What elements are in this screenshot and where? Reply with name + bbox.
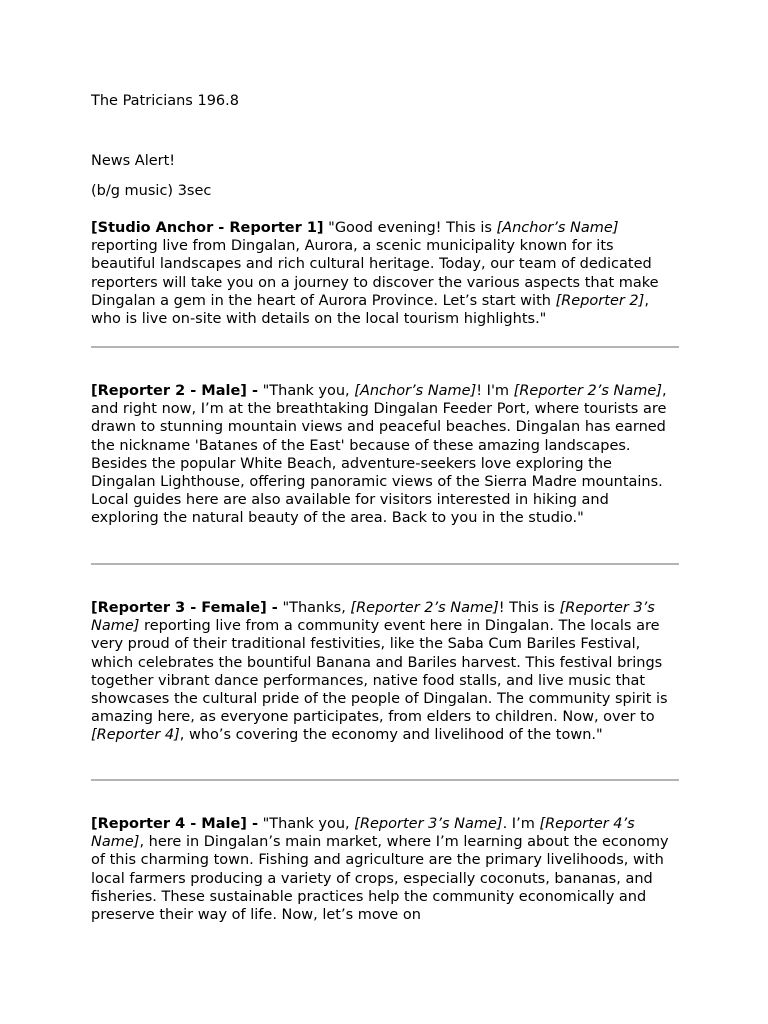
segment-text: . I’m (502, 816, 540, 832)
segment-text: ! This is (498, 600, 560, 616)
name-placeholder: [Reporter 2] (555, 292, 645, 309)
name-placeholder: [Anchor’s Name] (496, 220, 619, 236)
speaker-label: [Studio Anchor - Reporter 1] (91, 220, 324, 236)
music-cue: (b/g music) 3sec (91, 183, 212, 199)
segment-divider (91, 563, 679, 565)
speaker-label: [Reporter 3 - Female] - (91, 600, 278, 616)
name-placeholder: [Reporter 2’s Name] (513, 383, 662, 399)
segment-text: , who’s covering the economy and livelihood of the town." (179, 727, 603, 744)
segment-text: , who is live on-site with details on the local tourism highlights." (91, 292, 649, 328)
name-placeholder: [Reporter 3’s Name] (354, 816, 503, 832)
segment-text: "Thanks, (277, 600, 351, 616)
segment-divider (91, 779, 679, 781)
station-name: The Patricians 196.8 (91, 93, 239, 109)
name-placeholder: [Reporter 4’s Name] (91, 816, 635, 851)
segment-text: reporting live from a community event here in Dingalan. The locals are very proud of their traditional festivities, like the Saba Cum Bariles Festival, which celebrates the bountiful Banana and Bariles harvest. This festival brings together vibrant dance performances, native food stalls, and live music that showcases the cultural pride of the people of Dingalan. The community spirit is amazing here, as everyone participates, from elders to children. Now, over to (91, 618, 668, 726)
segment-text: "Thank you, (258, 816, 355, 832)
segment-text: ! I'm (476, 383, 514, 399)
speaker-label: [Reporter 4 - Male] - (91, 816, 258, 832)
script-segment-reporter-4 (91, 815, 681, 924)
segment-text: , here in Dingalan’s main market, where I’m learning about the economy of this charming town. Fishing and agriculture are the primary livelihoods, with local farmers producing a variety of crops, especially coconuts, bananas, and fisheries. These sustainable practices help the community economically and preserve their way of life. Now, let’s move on (91, 834, 669, 924)
name-placeholder: [Reporter 2’s Name] (350, 600, 499, 616)
segment-text: , and right now, I’m at the breathtaking Dingalan Feeder Port, where tourists are drawn to stunning mountain views and peaceful beaches. Dingalan has earned the nickname 'Batanes of the East' because of these amazing landscapes. Besides the popular White Beach, adventure-seekers love exploring the Dingalan Lighthouse, offering panoramic views of the Sierra Madre mountains. Local guides here are also available for visitors interested in hiking and exploring the natural beauty of the area. Back to you in the studio." (91, 383, 667, 527)
script-segment-reporter-3 (91, 599, 681, 745)
script-segment-reporter-2 (91, 382, 681, 528)
name-placeholder: [Reporter 4] (91, 727, 180, 744)
name-placeholder: [Reporter 3’s Name] (91, 600, 655, 635)
segment-divider (91, 346, 679, 348)
script-segment-anchor (91, 219, 681, 328)
segment-text: reporting live from Dingalan, Aurora, a scenic municipality known for its beautiful landscapes and rich cultural heritage. Today, our team of dedicated reporters will take you on a journey to discover the various aspects that make Dingalan a gem in the heart of Aurora Province. Let’s start with (91, 238, 659, 309)
speaker-label: [Reporter 2 - Male] - (91, 383, 258, 399)
segment-text: "Good evening! This is (323, 220, 497, 236)
segment-text: "Thank you, (258, 383, 355, 399)
news-alert-heading: News Alert! (91, 153, 176, 169)
name-placeholder: [Anchor’s Name] (354, 383, 477, 399)
